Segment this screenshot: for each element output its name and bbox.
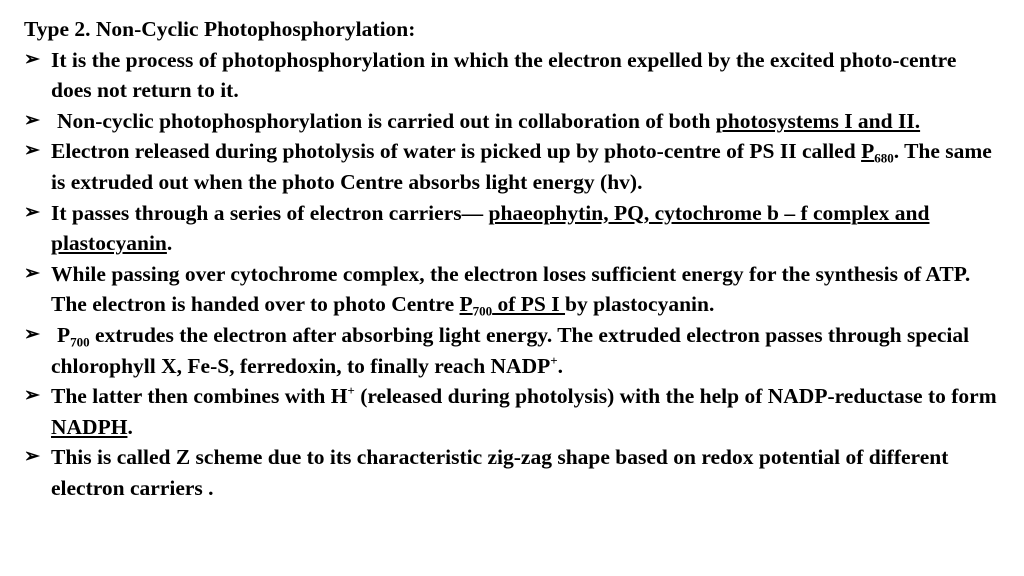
arrow-bullet-icon: ➢ xyxy=(24,262,40,284)
arrow-bullet-icon: ➢ xyxy=(24,201,40,223)
slide-title: Type 2. Non-Cyclic Photophosphorylation: xyxy=(24,17,416,41)
bullet-text: It is the process of photophosphorylation in which the electron expelled by the excited photo-centre does not return to it. xyxy=(51,47,957,103)
bullet-text: extrudes the electron after absorbing light energy. The extruded electron passes through special chlorophyll X, Fe-S, ferredoxin, to finally reach NADP xyxy=(51,322,970,378)
bullet-item-3 xyxy=(24,136,999,197)
arrow-bullet-icon: ➢ xyxy=(24,323,40,345)
bullet-text: This is called Z scheme due to its characteristic zig-zag shape based on redox potential of different electron carriers . xyxy=(51,445,949,500)
ps1-label: of PS I xyxy=(492,292,566,317)
p680-term xyxy=(861,139,894,166)
bullet-text-continued: . The same is extruded out when the photo Centre absorbs light energy (hv). xyxy=(51,139,992,194)
arrow-bullet-icon: ➢ xyxy=(24,385,40,407)
bullet-text: Electron released during photolysis of water is picked up by photo-centre of PS II called xyxy=(51,139,862,164)
bullet-text-continued: (released during photolysis) with the help of NADP-reductase to form xyxy=(354,384,997,409)
plus-superscript: + xyxy=(550,352,558,368)
bullet-text-end: . xyxy=(127,414,133,439)
p700-letter: P xyxy=(57,322,71,347)
bullet-list xyxy=(24,45,999,504)
p700-letter: P xyxy=(459,292,473,317)
p700-subscript: 700 xyxy=(70,334,90,350)
plus-superscript: + xyxy=(347,383,355,399)
bullet-item-1 xyxy=(24,45,999,106)
bullet-text-continued: by plastocyanin. xyxy=(565,292,715,317)
arrow-bullet-icon: ➢ xyxy=(24,109,40,131)
bullet-item-5 xyxy=(24,259,999,320)
arrow-bullet-icon: ➢ xyxy=(24,48,40,70)
p700-subscript: 700 xyxy=(472,303,493,319)
bullet-text: The latter then combines with H xyxy=(51,384,348,409)
p680-letter: P xyxy=(861,139,875,164)
electron-carriers-link: phaeophytin, PQ, cytochrome b – f complex and plastocyanin xyxy=(51,200,930,256)
photosystems-link: photosystems I and II. xyxy=(715,108,921,133)
p700-ps1-term xyxy=(459,292,566,319)
bullet-text: Non-cyclic photophosphorylation is carried out in collaboration of both xyxy=(57,108,716,133)
p680-subscript: 680 xyxy=(874,150,894,166)
nadph-link: NADPH xyxy=(51,414,128,439)
bullet-text-continued: . xyxy=(557,353,564,378)
bullet-item-8 xyxy=(24,442,999,503)
bullet-item-2 xyxy=(24,106,999,137)
bullet-text: It passes through a series of electron carriers— xyxy=(51,200,489,225)
bullet-text: While passing over cytochrome complex, the electron loses sufficient energy for the synthesis of ATP. The electron is handed over to photo Centre xyxy=(51,261,971,317)
bullet-item-7 xyxy=(24,381,999,442)
arrow-bullet-icon: ➢ xyxy=(24,140,40,162)
bullet-item-6 xyxy=(24,320,999,381)
arrow-bullet-icon: ➢ xyxy=(24,446,40,468)
bullet-text-continued: . xyxy=(166,231,173,256)
bullet-item-4 xyxy=(24,198,999,259)
slide-content xyxy=(24,14,999,504)
